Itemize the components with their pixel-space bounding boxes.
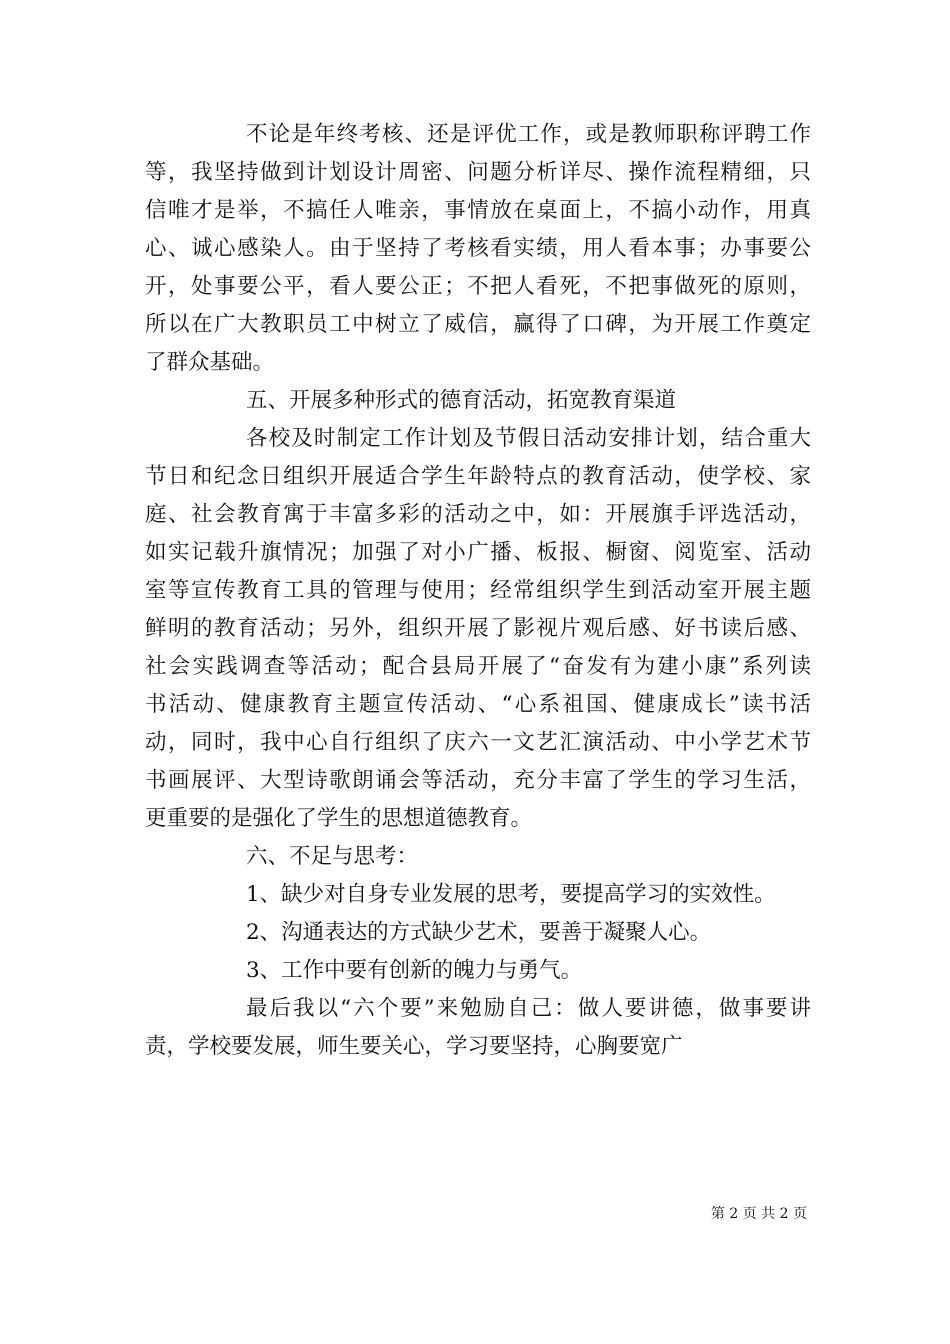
text-line: 如实记载升旗情况；加强了对小广播、板报、橱窗、阅览室、活动 xyxy=(145,540,811,565)
text-line: 开，处事要公平，看人要公正；不把人看死，不把事做死的原则， xyxy=(145,274,811,299)
document-body xyxy=(145,116,811,1066)
text-line: 不论是年终考核、还是评优工作，或是教师职称评聘工作 xyxy=(246,122,811,147)
text-line: 2、沟通表达的方式缺少艺术，要善于凝聚人心。 xyxy=(246,920,712,945)
text-line: 信唯才是举，不搞任人唯亲，事情放在桌面上，不搞小动作，用真 xyxy=(145,198,811,223)
text-line: 最后我以“六个要”来勉励自己：做人要讲德，做事要讲 xyxy=(246,996,811,1021)
text-line: 更重要的是强化了学生的思想道德教育。 xyxy=(145,806,533,831)
text-line: 责，学校要发展，师生要关心，学习要坚持，心胸要宽广 xyxy=(145,1034,683,1059)
text-line: 动，同时，我中心自行组织了庆六一文艺汇演活动、中小学艺术节 xyxy=(145,730,811,755)
text-line: 书画展评、大型诗歌朗诵会等活动，充分丰富了学生的学习生活， xyxy=(145,768,811,793)
text-line: 所以在广大教职员工中树立了威信，赢得了口碑，为开展工作奠定 xyxy=(145,312,811,337)
text-line: 等，我坚持做到计划设计周密、问题分析详尽、操作流程精细，只 xyxy=(145,160,811,185)
page-number-footer: 第 2 页 共 2 页 xyxy=(710,1206,807,1222)
text-line: 室等宣传教育工具的管理与使用；经常组织学生到活动室开展主题 xyxy=(145,578,811,603)
text-line: 庭、社会教育寓于丰富多彩的活动之中，如：开展旗手评选活动， xyxy=(145,502,811,527)
text-line: 了群众基础。 xyxy=(145,350,275,375)
text-line: 五、开展多种形式的德育活动，拓宽教育渠道 xyxy=(246,388,677,413)
text-line: 心、诚心感染人。由于坚持了考核看实绩，用人看本事；办事要公 xyxy=(145,236,811,261)
text-line: 1、缺少对自身专业发展的思考，要提高学习的实效性。 xyxy=(246,882,776,907)
text-line: 节日和纪念日组织开展适合学生年龄特点的教育活动，使学校、家 xyxy=(145,464,811,489)
text-line: 六、不足与思考： xyxy=(246,844,419,869)
text-line: 3、工作中要有创新的魄力与勇气。 xyxy=(246,958,583,983)
text-line: 鲜明的教育活动；另外，组织开展了影视片观后感、好书读后感、 xyxy=(145,616,811,641)
text-line: 各校及时制定工作计划及节假日活动安排计划，结合重大 xyxy=(246,426,811,451)
text-line: 社会实践调查等活动；配合县局开展了“奋发有为建小康”系列读 xyxy=(145,654,811,679)
text-line: 书活动、健康教育主题宣传活动、“心系祖国、健康成长”读书活 xyxy=(145,692,811,717)
